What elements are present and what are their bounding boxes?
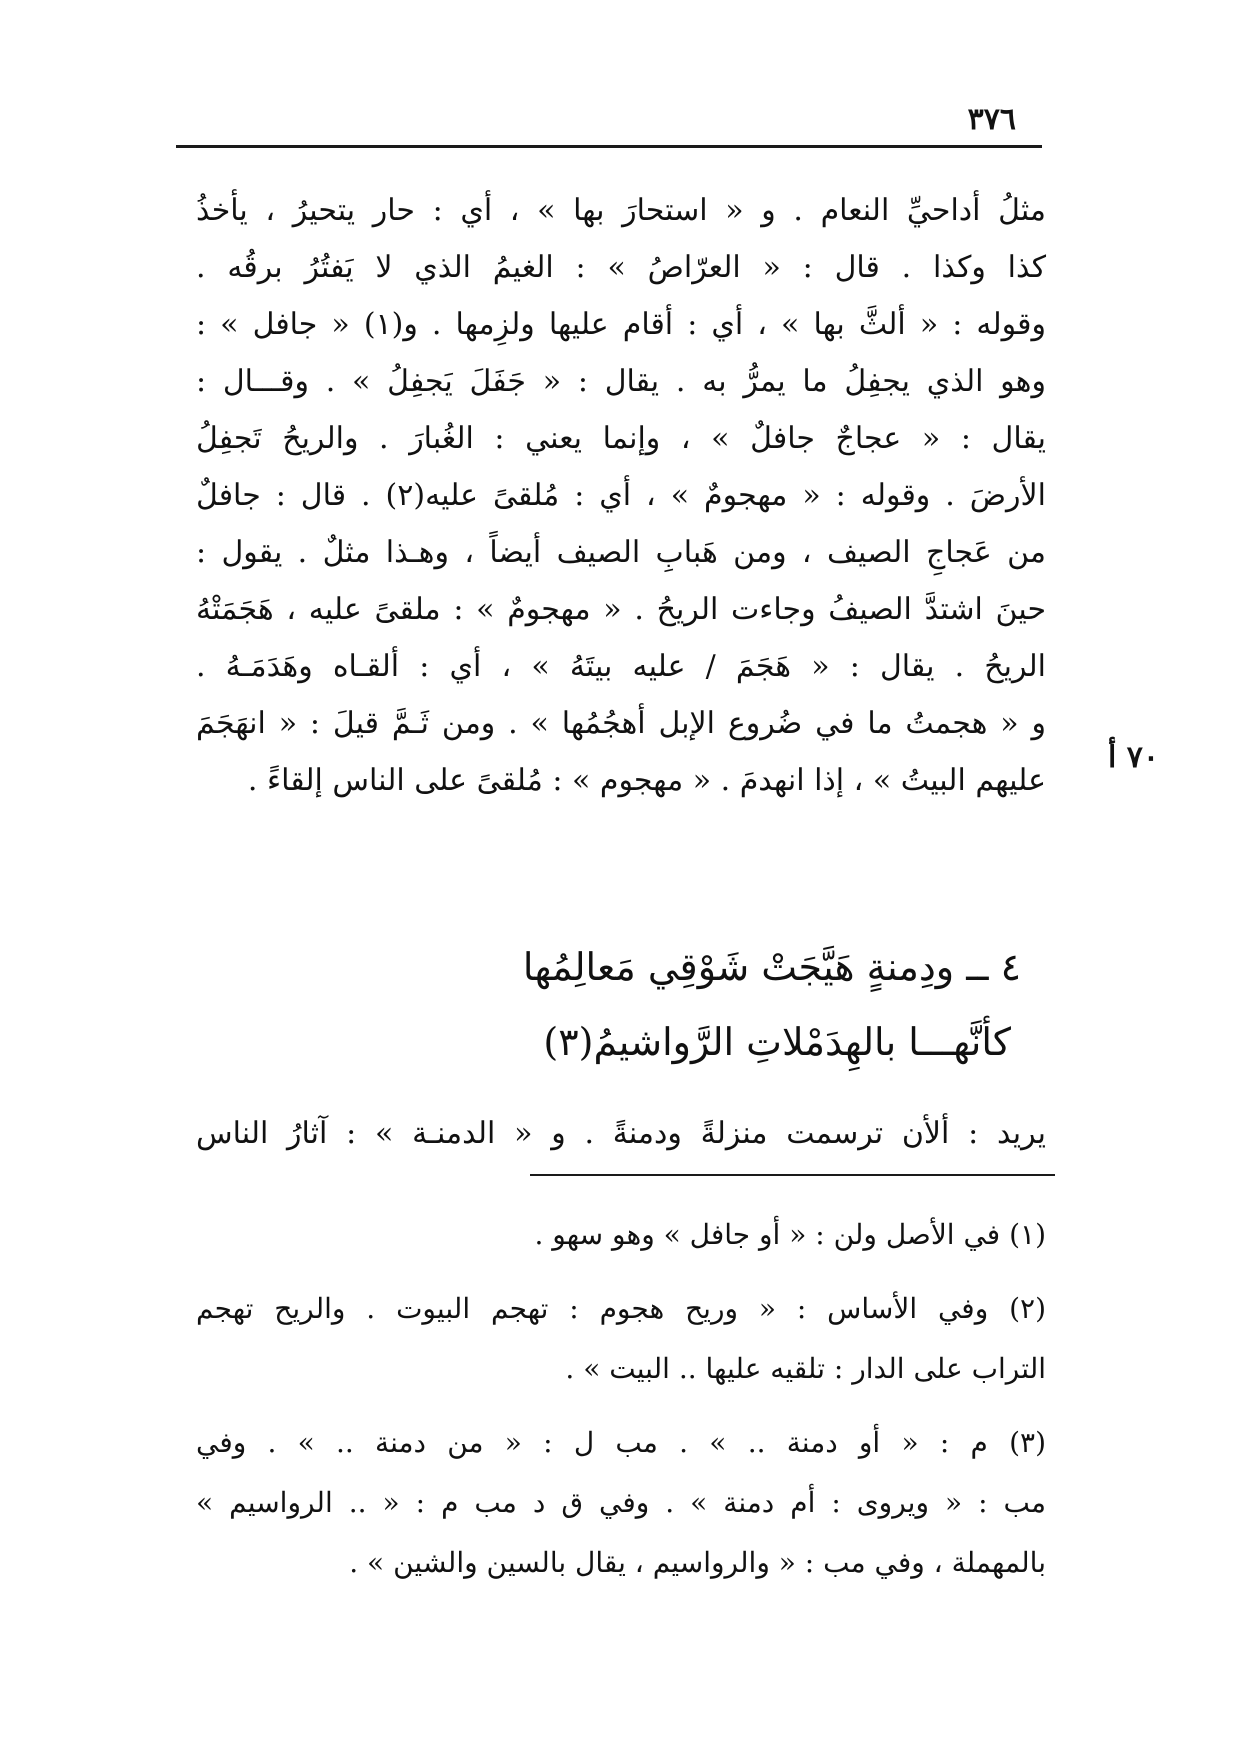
body-line: و « هجمتُ ما في ضُروع الإبل أهجُمُها » . ومن ثَـمَّ قيلَ : « انهَجَمَ [196, 706, 1046, 741]
body-line: وهو الذي يجفِلُ ما يمرُّ به . يقال : « جَفَلَ يَجفِلُ » . وقـــال : [196, 364, 1046, 399]
footnote-1: (١) في الأصل ولن : « أو جافل » وهو سهو . [534, 1218, 1046, 1251]
footnote-2-line: (٢) وفي الأساس : « وريح هجوم : تهجم البيوت . والريح تهجم [196, 1292, 1046, 1325]
verse-line-1: ٤ ــ ودِمنةٍ هَيَّجَتْ شَوْقِي مَعالِمُها [522, 945, 1021, 989]
body-line: الريحُ . يقال : « هَجَمَ / عليه بيتَهُ » ، أي : ألقـاه وهَدَمَـهُ . [196, 649, 1046, 684]
header-rule [176, 145, 1042, 148]
body-line: مثلُ أداحيِّ النعام . و « استحارَ بها » ، أي : حار يتحيرُ ، يأخذُ [196, 193, 1046, 228]
footnotes [196, 1205, 1046, 1593]
footnote-rule [530, 1174, 1055, 1176]
body-line: عليهم البيتُ » ، إذا انهدمَ . « مهجوم » : مُلقىً على الناس إلقاءً . [247, 763, 1046, 798]
footnote-2-line: التراب على الدار : تلقيه عليها .. البيت » . [565, 1352, 1046, 1385]
verse-commentary-line: يريد : ألأن ترسمت منزلةً ودمنةً . و « الدمنـة » : آثارُ الناس [196, 1116, 1046, 1151]
body-line: الأرضَ . وقوله : « مهجومٌ » ، أي : مُلقىً عليه(٢) . قال : جافلٌ [196, 478, 1046, 513]
page-number: ٣٧٦ [967, 102, 1016, 137]
body-line: كذا وكذا . قال : « العرّاصُ » : الغيمُ الذي لا يَفتُرُ برقُه . [196, 250, 1046, 285]
footnote-3-line: (٣) م : « أو دمنة .. » . مب ل : « من دمنة .. » . وفي [196, 1426, 1046, 1459]
body-line: حينَ اشتدَّ الصيفُ وجاءت الريحُ . « مهجومٌ » : ملقىً عليه ، هَجَمَتْهُ [196, 592, 1046, 627]
body-text [196, 182, 1046, 809]
body-line: من عَجاجِ الصيف ، ومن هَبابِ الصيف أيضاً ، وهـذا مثلٌ . يقول : [196, 535, 1046, 570]
footnote-3-line: بالمهملة ، وفي مب : « والرواسيم ، يقال بالسين والشين » . [349, 1546, 1046, 1579]
manuscript-folio-note: ٧٠ أ [1108, 740, 1160, 775]
body-line: يقال : « عجاجٌ جافلٌ » ، وإنما يعني : الغُبارَ . والريحُ تَجفِلُ [196, 421, 1046, 456]
footnote-3-line: مب : « ويروى : أم دمنة » . وفي ق د مب م : « .. الرواسيم » [196, 1486, 1046, 1519]
verse-line-2: كأنَّهـــا بالهِدَمْلاتِ الرَّواشيمُ(٣) [543, 1020, 1011, 1064]
body-line: وقوله : « ألثَّ بها » ، أي : أقام عليها ولزِمها . و(١) « جافل » : [196, 307, 1046, 342]
